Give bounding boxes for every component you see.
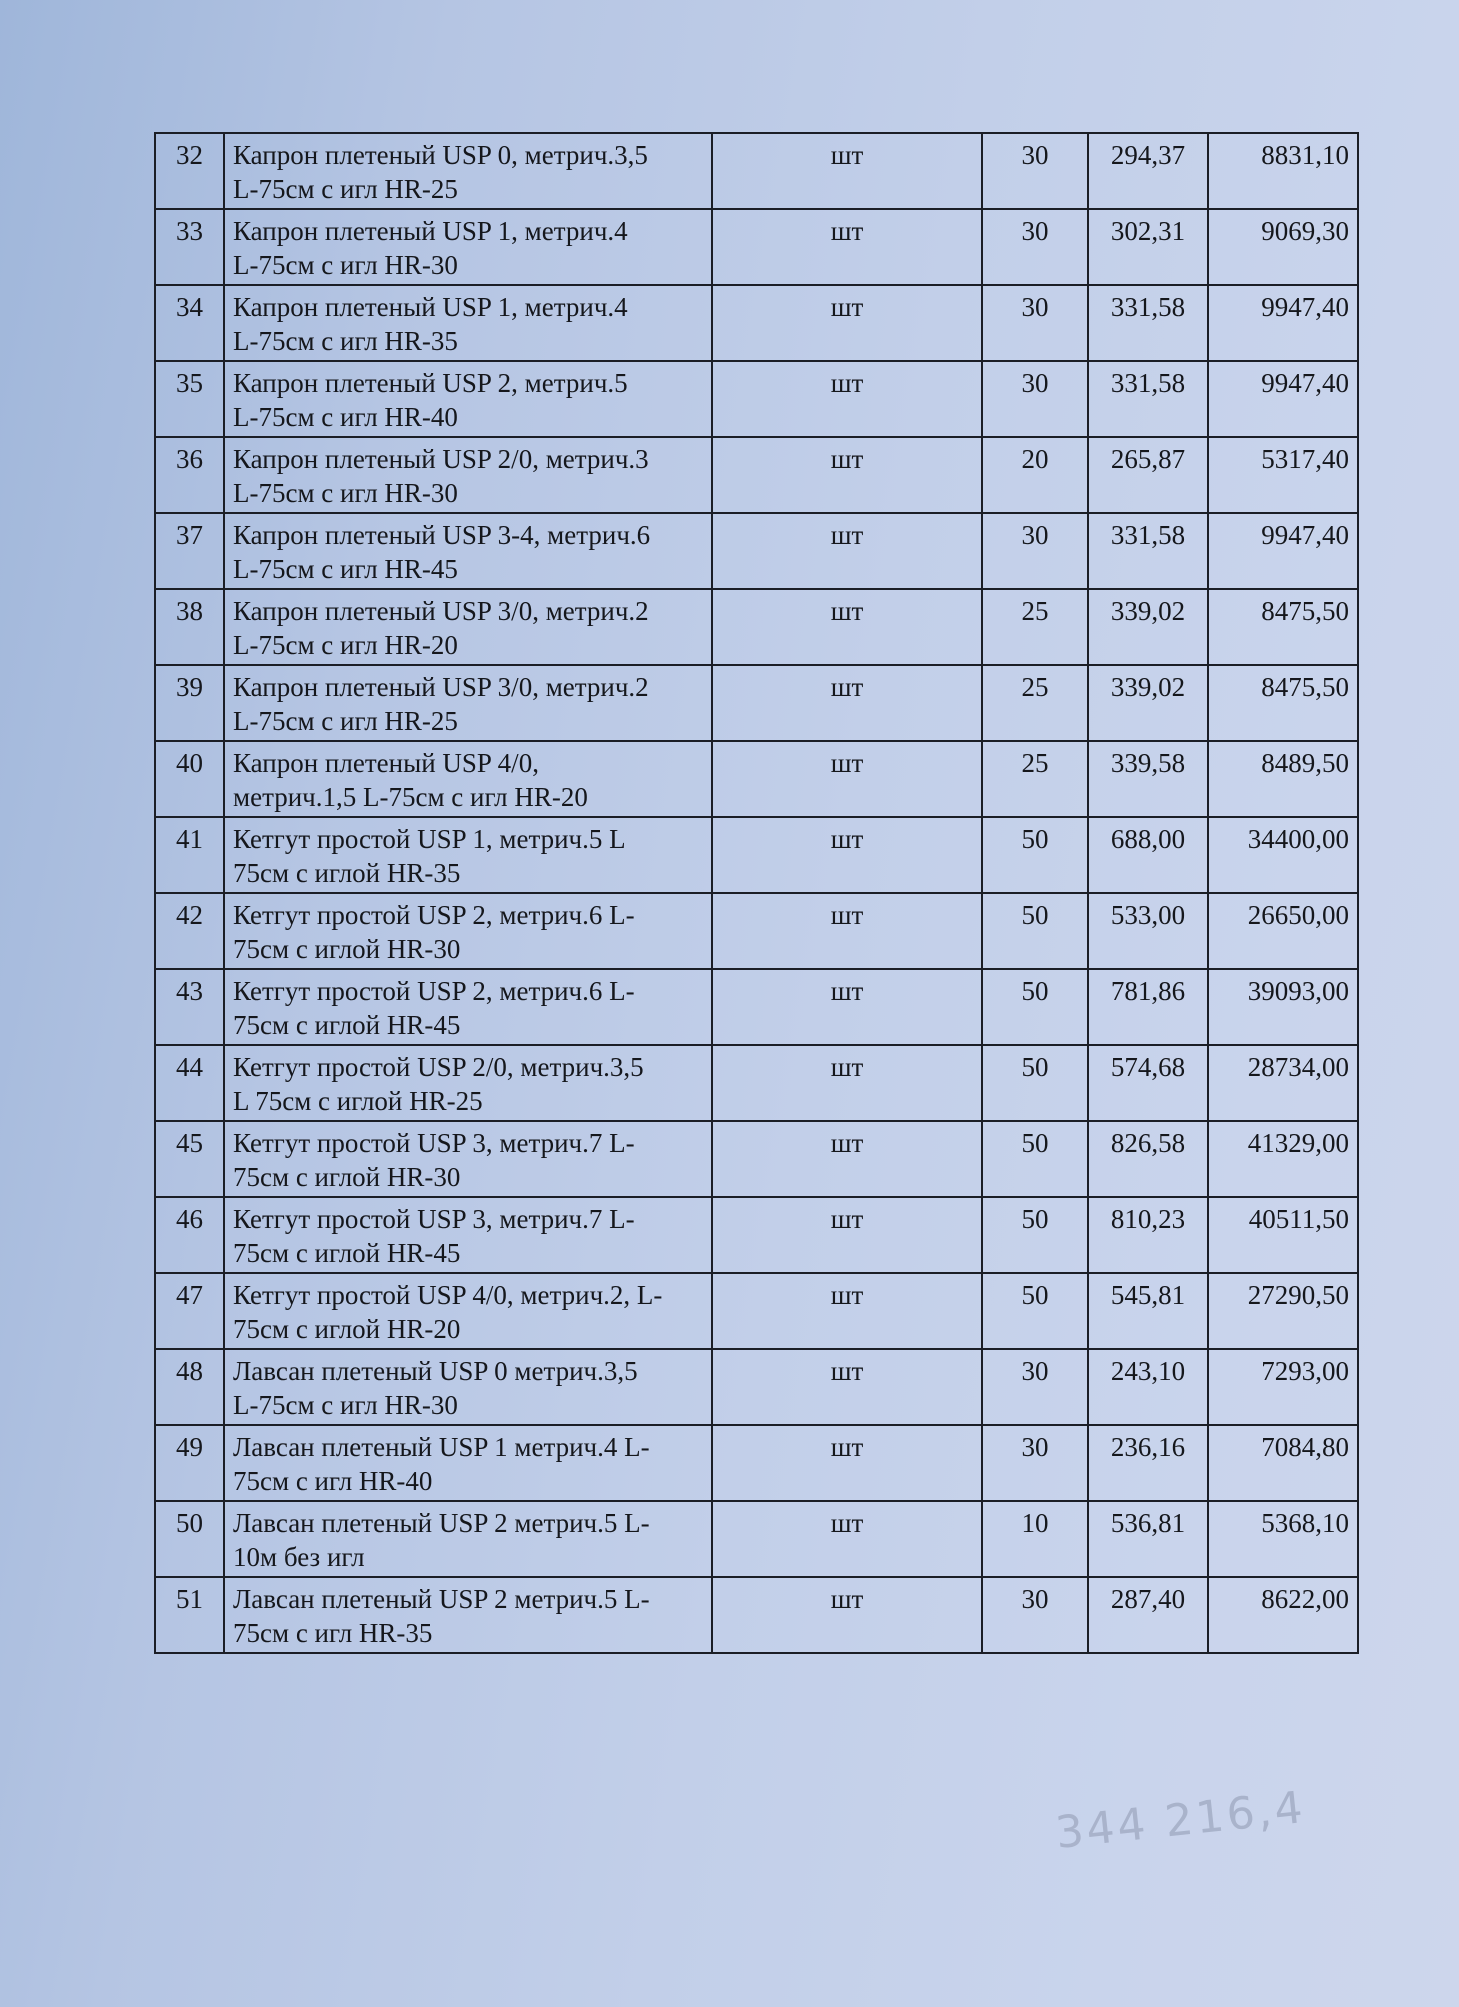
item-name-cell [224,1577,712,1653]
item-name-line: 75см с иглой HR-45 [233,1238,461,1268]
table-row [155,1273,1358,1349]
price-cell: 533,00 [1088,893,1208,969]
price-cell: 265,87 [1088,437,1208,513]
price-cell: 331,58 [1088,361,1208,437]
quantity-cell: 50 [982,1273,1088,1349]
unit-cell: шт [712,209,982,285]
table-row [155,513,1358,589]
item-name-cell [224,133,712,209]
item-name-line: L-75см с игл HR-35 [233,326,458,356]
quantity-cell: 30 [982,285,1088,361]
quantity-cell: 50 [982,1045,1088,1121]
price-cell: 339,02 [1088,665,1208,741]
item-name-cell [224,1501,712,1577]
row-number-cell: 39 [155,665,224,741]
row-number-cell: 40 [155,741,224,817]
unit-cell: шт [712,133,982,209]
item-name-cell [224,513,712,589]
total-cell: 28734,00 [1208,1045,1358,1121]
unit-cell: шт [712,1121,982,1197]
item-name-line: Кетгут простой USP 2, метрич.6 L- [233,900,635,930]
row-number-cell: 43 [155,969,224,1045]
unit-cell: шт [712,589,982,665]
item-name-line: L 75см с иглой HR-25 [233,1086,483,1116]
items-table [154,132,1359,1654]
item-name-line: Капрон плетеный USP 3/0, метрич.2 [233,596,649,626]
item-name-line: Капрон плетеный USP 1, метрич.4 [233,292,628,322]
quantity-cell: 30 [982,133,1088,209]
row-number-cell: 32 [155,133,224,209]
item-name-line: L-75см с игл HR-25 [233,174,458,204]
unit-cell: шт [712,741,982,817]
price-cell: 536,81 [1088,1501,1208,1577]
item-name-line: Капрон плетеный USP 4/0, [233,748,539,778]
unit-cell: шт [712,437,982,513]
price-cell: 287,40 [1088,1577,1208,1653]
item-name-line: Кетгут простой USP 1, метрич.5 L [233,824,626,854]
item-name-line: L-75см с игл HR-30 [233,478,458,508]
price-cell: 574,68 [1088,1045,1208,1121]
quantity-cell: 50 [982,969,1088,1045]
row-number-cell: 48 [155,1349,224,1425]
table-row [155,1349,1358,1425]
item-name-line: 75см с игл HR-35 [233,1618,433,1648]
price-cell: 826,58 [1088,1121,1208,1197]
price-cell: 294,37 [1088,133,1208,209]
row-number-cell: 50 [155,1501,224,1577]
item-name-line: 75см с иглой HR-30 [233,1162,461,1192]
item-name-line: метрич.1,5 L-75см с игл HR-20 [233,782,588,812]
item-name-line: 75см с игл HR-40 [233,1466,433,1496]
item-name-line: Кетгут простой USP 4/0, метрич.2, L- [233,1280,663,1310]
item-name-cell [224,817,712,893]
quantity-cell: 30 [982,1577,1088,1653]
item-name-line: Капрон плетеный USP 3/0, метрич.2 [233,672,649,702]
total-cell: 7293,00 [1208,1349,1358,1425]
total-cell: 41329,00 [1208,1121,1358,1197]
price-cell: 688,00 [1088,817,1208,893]
table-row [155,817,1358,893]
total-cell: 7084,80 [1208,1425,1358,1501]
item-name-line: 75см с иглой HR-35 [233,858,461,888]
quantity-cell: 50 [982,893,1088,969]
table-row [155,893,1358,969]
total-cell: 8489,50 [1208,741,1358,817]
table-row [155,209,1358,285]
table-row [155,1501,1358,1577]
table-row [155,285,1358,361]
row-number-cell: 49 [155,1425,224,1501]
unit-cell: шт [712,969,982,1045]
unit-cell: шт [712,1425,982,1501]
quantity-cell: 30 [982,1349,1088,1425]
table-row [155,1577,1358,1653]
table-row [155,589,1358,665]
table-row [155,969,1358,1045]
table-row [155,741,1358,817]
quantity-cell: 30 [982,1425,1088,1501]
quantity-cell: 20 [982,437,1088,513]
item-name-cell [224,285,712,361]
item-name-line: L-75см с игл HR-45 [233,554,458,584]
row-number-cell: 35 [155,361,224,437]
price-cell: 302,31 [1088,209,1208,285]
item-name-line: 75см с иглой HR-45 [233,1010,461,1040]
item-name-cell [224,437,712,513]
unit-cell: шт [712,817,982,893]
row-number-cell: 41 [155,817,224,893]
unit-cell: шт [712,1577,982,1653]
total-cell: 26650,00 [1208,893,1358,969]
price-cell: 781,86 [1088,969,1208,1045]
quantity-cell: 30 [982,361,1088,437]
table-row [155,1425,1358,1501]
total-cell: 5317,40 [1208,437,1358,513]
item-name-line: Капрон плетеный USP 1, метрич.4 [233,216,628,246]
quantity-cell: 25 [982,741,1088,817]
price-cell: 545,81 [1088,1273,1208,1349]
item-name-cell [224,361,712,437]
quantity-cell: 50 [982,1121,1088,1197]
table-row [155,437,1358,513]
item-name-line: L-75см с игл HR-30 [233,1390,458,1420]
item-name-cell [224,209,712,285]
total-cell: 8475,50 [1208,589,1358,665]
row-number-cell: 47 [155,1273,224,1349]
table-row [155,361,1358,437]
table-row [155,665,1358,741]
unit-cell: шт [712,361,982,437]
handwritten-note: 344 216,4 [1053,1782,1308,1859]
row-number-cell: 51 [155,1577,224,1653]
row-number-cell: 38 [155,589,224,665]
total-cell: 9947,40 [1208,285,1358,361]
item-name-line: Кетгут простой USP 2/0, метрич.3,5 [233,1052,644,1082]
total-cell: 9069,30 [1208,209,1358,285]
unit-cell: шт [712,665,982,741]
item-name-line: L-75см с игл HR-20 [233,630,458,660]
item-name-line: 10м без игл [233,1542,365,1572]
unit-cell: шт [712,1349,982,1425]
item-name-line: Капрон плетеный USP 0, метрич.3,5 [233,140,648,170]
total-cell: 34400,00 [1208,817,1358,893]
price-cell: 236,16 [1088,1425,1208,1501]
row-number-cell: 44 [155,1045,224,1121]
row-number-cell: 37 [155,513,224,589]
row-number-cell: 42 [155,893,224,969]
item-name-line: 75см с иглой HR-30 [233,934,461,964]
item-name-cell [224,1273,712,1349]
price-cell: 331,58 [1088,285,1208,361]
row-number-cell: 46 [155,1197,224,1273]
table-row [155,1045,1358,1121]
item-name-line: 75см с иглой HR-20 [233,1314,461,1344]
item-name-cell [224,589,712,665]
item-name-line: Лавсан плетеный USP 0 метрич.3,5 [233,1356,638,1386]
price-cell: 339,02 [1088,589,1208,665]
table-row [155,1197,1358,1273]
item-name-line: Кетгут простой USP 3, метрич.7 L- [233,1204,635,1234]
total-cell: 39093,00 [1208,969,1358,1045]
unit-cell: шт [712,285,982,361]
total-cell: 8622,00 [1208,1577,1358,1653]
unit-cell: шт [712,513,982,589]
row-number-cell: 33 [155,209,224,285]
item-name-line: L-75см с игл HR-40 [233,402,458,432]
item-name-line: Кетгут простой USP 3, метрич.7 L- [233,1128,635,1158]
quantity-cell: 50 [982,817,1088,893]
total-cell: 40511,50 [1208,1197,1358,1273]
item-name-cell [224,969,712,1045]
item-name-line: Лавсан плетеный USP 2 метрич.5 L- [233,1508,650,1538]
quantity-cell: 30 [982,513,1088,589]
price-cell: 243,10 [1088,1349,1208,1425]
unit-cell: шт [712,1045,982,1121]
quantity-cell: 30 [982,209,1088,285]
item-name-cell [224,741,712,817]
row-number-cell: 34 [155,285,224,361]
item-name-cell [224,1121,712,1197]
quantity-cell: 10 [982,1501,1088,1577]
total-cell: 9947,40 [1208,361,1358,437]
row-number-cell: 45 [155,1121,224,1197]
item-name-cell [224,1349,712,1425]
price-cell: 339,58 [1088,741,1208,817]
total-cell: 5368,10 [1208,1501,1358,1577]
item-name-line: Капрон плетеный USP 3-4, метрич.6 [233,520,651,550]
price-cell: 810,23 [1088,1197,1208,1273]
total-cell: 8475,50 [1208,665,1358,741]
price-cell: 331,58 [1088,513,1208,589]
table-row [155,1121,1358,1197]
item-name-line: Лавсан плетеный USP 1 метрич.4 L- [233,1432,650,1462]
row-number-cell: 36 [155,437,224,513]
total-cell: 9947,40 [1208,513,1358,589]
unit-cell: шт [712,893,982,969]
item-name-line: Капрон плетеный USP 2, метрич.5 [233,368,628,398]
item-name-cell [224,665,712,741]
quantity-cell: 25 [982,589,1088,665]
item-name-cell [224,1425,712,1501]
item-name-cell [224,893,712,969]
item-name-line: L-75см с игл HR-30 [233,250,458,280]
unit-cell: шт [712,1197,982,1273]
table-row [155,133,1358,209]
total-cell: 8831,10 [1208,133,1358,209]
unit-cell: шт [712,1273,982,1349]
item-name-line: Лавсан плетеный USP 2 метрич.5 L- [233,1584,650,1614]
quantity-cell: 50 [982,1197,1088,1273]
table-body [155,133,1358,1653]
total-cell: 27290,50 [1208,1273,1358,1349]
item-name-line: Кетгут простой USP 2, метрич.6 L- [233,976,635,1006]
item-name-cell [224,1197,712,1273]
quantity-cell: 25 [982,665,1088,741]
item-name-cell [224,1045,712,1121]
item-name-line: L-75см с игл HR-25 [233,706,458,736]
item-name-line: Капрон плетеный USP 2/0, метрич.3 [233,444,649,474]
unit-cell: шт [712,1501,982,1577]
